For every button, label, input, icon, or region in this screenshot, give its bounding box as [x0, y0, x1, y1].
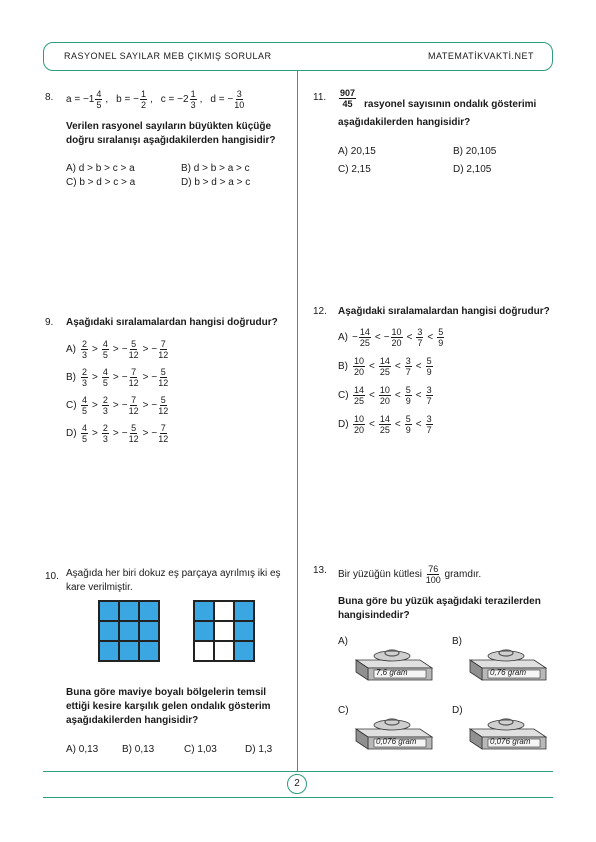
- fraction: [81, 395, 88, 416]
- q10-intro: Aşağıda her biri dokuz eş parçaya ayrılmış iki eş kare verilmiştir.: [66, 568, 281, 593]
- fraction: [379, 385, 391, 406]
- denominator: 20: [354, 367, 365, 377]
- separator: ,: [199, 94, 203, 105]
- sign: −: [383, 332, 390, 343]
- page-number: 2: [287, 774, 307, 794]
- q11-option-b[interactable]: B) 20,105: [453, 146, 497, 157]
- q11-option-d[interactable]: D) 2,105: [453, 164, 492, 175]
- denominator: 12: [128, 350, 139, 360]
- fraction: [158, 395, 168, 416]
- denominator: 3: [102, 406, 108, 416]
- q8-option-c[interactable]: C) b > d > c > a: [66, 177, 136, 188]
- operator: <: [406, 332, 413, 343]
- header-site: MATEMATİKVAKTİ.NET: [427, 51, 534, 61]
- sign: −: [121, 428, 128, 439]
- fraction: [102, 367, 109, 388]
- denominator: 7: [426, 396, 432, 406]
- q8-definitions: [66, 89, 245, 110]
- fraction: [81, 423, 88, 444]
- fraction: [158, 339, 168, 360]
- q8-option-d[interactable]: D) b > d > a > c: [181, 177, 251, 188]
- numerator: 5: [131, 423, 137, 433]
- numerator: 7: [131, 395, 137, 405]
- fraction: [81, 339, 88, 360]
- grid-cell: [119, 641, 139, 661]
- fraction: [437, 327, 444, 348]
- q10-option-a[interactable]: A) 0,13: [66, 744, 99, 755]
- denominator: 12: [158, 350, 169, 360]
- grid-cell: [234, 641, 254, 661]
- q13-number: 13.: [313, 565, 327, 576]
- option-label: C): [66, 400, 77, 411]
- q8-option-b[interactable]: B) d > b > a > c: [181, 163, 250, 174]
- numerator: 14: [379, 414, 390, 424]
- denominator: 25: [379, 425, 390, 435]
- q12-option-d[interactable]: [338, 414, 434, 435]
- operator: <: [415, 390, 422, 401]
- numerator: 7: [160, 423, 166, 433]
- page-header: [43, 42, 553, 71]
- denominator: 20: [354, 425, 365, 435]
- q9-option-a[interactable]: [66, 339, 169, 360]
- grid-square-2: [193, 600, 255, 662]
- denominator: 3: [190, 100, 196, 110]
- fraction: [353, 385, 365, 406]
- numerator: 10: [354, 356, 365, 366]
- denominator: 3: [102, 434, 108, 444]
- grid-cell: [214, 601, 234, 621]
- sign: −: [151, 400, 158, 411]
- fraction: [353, 356, 365, 377]
- scale-reading: 0,076 gram: [490, 737, 531, 746]
- denominator: 25: [379, 367, 390, 377]
- fraction: [81, 367, 88, 388]
- option-label: D): [66, 428, 77, 439]
- denominator: 5: [102, 350, 108, 360]
- operator: >: [92, 344, 98, 355]
- q12-option-c[interactable]: [338, 385, 434, 406]
- fraction: [102, 395, 109, 416]
- numerator: 4: [82, 395, 88, 405]
- fraction: [129, 339, 139, 360]
- fraction: [158, 423, 168, 444]
- numerator: 14: [379, 356, 390, 366]
- q10-option-d[interactable]: D) 1,3: [245, 744, 273, 755]
- option-label[interactable]: B): [452, 636, 462, 647]
- column-divider: [297, 71, 298, 771]
- sign: −: [151, 344, 158, 355]
- denominator: 5: [96, 100, 102, 110]
- fraction: [405, 385, 412, 406]
- fraction: [190, 89, 197, 110]
- operator: <: [369, 361, 375, 372]
- denominator: 25: [359, 338, 370, 348]
- denominator: 2: [140, 100, 146, 110]
- numerator: 14: [354, 385, 365, 395]
- numerator: 5: [405, 414, 411, 424]
- numerator: 3: [236, 89, 242, 99]
- scale-b[interactable]: [464, 642, 549, 687]
- grid-cell: [214, 641, 234, 661]
- fraction: [102, 339, 109, 360]
- option-label: D): [338, 419, 349, 430]
- sign: −: [352, 332, 358, 343]
- grid-cell: [214, 621, 234, 641]
- var-name: b = −: [116, 94, 139, 105]
- numerator: 10: [354, 414, 365, 424]
- numerator: 5: [160, 367, 166, 377]
- sign: −: [121, 344, 128, 355]
- numerator: 4: [96, 89, 102, 99]
- fraction: [379, 356, 391, 377]
- grid-cell: [139, 621, 159, 641]
- fraction: [158, 367, 168, 388]
- fraction: [391, 327, 403, 348]
- q11-option-a[interactable]: A) 20,15: [338, 146, 376, 157]
- q8-option-a[interactable]: A) d > b > c > a: [66, 163, 135, 174]
- sign: −: [151, 428, 158, 439]
- operator: >: [142, 372, 149, 383]
- q9-option-b[interactable]: [66, 367, 169, 388]
- grid-cell: [139, 641, 159, 661]
- denominator: 9: [405, 396, 411, 406]
- operator: >: [142, 400, 149, 411]
- fraction: [353, 414, 365, 435]
- option-label[interactable]: D): [452, 705, 463, 716]
- denominator: 9: [405, 425, 411, 435]
- q11-question: rasyonel sayısının ondalık gösterimi aşağıdakilerden hangisidir?: [338, 99, 537, 128]
- numerator: 14: [359, 327, 370, 337]
- fraction: [379, 414, 391, 435]
- denominator: 7: [417, 338, 423, 348]
- fraction: [405, 414, 412, 435]
- denominator: 12: [158, 434, 169, 444]
- option-label: A): [66, 344, 76, 355]
- q13-intro: Bir yüzüğün kütlesi $\frac{76}{100}$ gramdır.: [338, 564, 482, 585]
- operator: <: [427, 332, 434, 343]
- scale-reading: 0,76 gram: [490, 668, 527, 677]
- grid-cell: [234, 601, 254, 621]
- denominator: 5: [82, 434, 88, 444]
- operator: >: [92, 400, 98, 411]
- grid-cell: [119, 621, 139, 641]
- q12-question: Aşağıdaki sıralamalardan hangisi doğrudur?: [338, 306, 550, 317]
- fraction: [129, 367, 139, 388]
- numerator: 4: [82, 423, 88, 433]
- q10-number: 10.: [45, 571, 59, 582]
- q10-option-c[interactable]: C) 1,03: [184, 744, 217, 755]
- option-label: C): [338, 390, 349, 401]
- grid-cell: [119, 601, 139, 621]
- operator: <: [394, 361, 401, 372]
- denominator: 7: [405, 367, 411, 377]
- numerator: 7: [131, 367, 137, 377]
- grid-cell: [194, 621, 214, 641]
- numerator: 7: [160, 339, 166, 349]
- numerator: 5: [160, 395, 166, 405]
- numerator: 2: [82, 339, 88, 349]
- grid-cell: [194, 641, 214, 661]
- scale-a[interactable]: [350, 642, 435, 687]
- scale-reading: 7,6 gram: [376, 668, 408, 677]
- numerator: 2: [82, 367, 88, 377]
- scale-d[interactable]: [464, 711, 549, 756]
- fraction: [102, 423, 109, 444]
- grid-square-1: [98, 600, 160, 662]
- q9-option-c[interactable]: [66, 395, 169, 416]
- operator: >: [112, 400, 119, 411]
- option-label: B): [66, 372, 76, 383]
- q11-option-c[interactable]: C) 2,15: [338, 164, 371, 175]
- header-title: RASYONEL SAYILAR MEB ÇIKMIŞ SORULAR: [64, 51, 272, 61]
- numerator: 10: [379, 385, 390, 395]
- operator: <: [415, 361, 422, 372]
- numerator: 4: [102, 367, 108, 377]
- denominator: 20: [391, 338, 402, 348]
- numerator: 5: [426, 356, 432, 366]
- denominator: 7: [426, 425, 432, 435]
- grid-cell: [194, 601, 214, 621]
- grid-cell: [99, 601, 119, 621]
- q11-fraction: $\frac{907}{45}$: [340, 88, 356, 109]
- numerator: 2: [102, 423, 108, 433]
- numerator: 5: [438, 327, 444, 337]
- fraction: [426, 385, 433, 406]
- sign: −: [151, 372, 158, 383]
- numerator: 10: [391, 327, 402, 337]
- scale-c[interactable]: [350, 711, 435, 756]
- q12-option-a[interactable]: [338, 327, 445, 348]
- fraction: [129, 423, 139, 444]
- var-name: d = −: [210, 94, 234, 105]
- fraction: [359, 327, 371, 348]
- denominator: 12: [128, 378, 139, 388]
- q8-number: 8.: [45, 92, 54, 103]
- q13-question: Buna göre bu yüzük aşağıdaki terazilerden hangisindedir?: [338, 596, 541, 621]
- grid-cell: [139, 601, 159, 621]
- q11-number: 11.: [313, 92, 327, 103]
- separator: ,: [149, 94, 153, 105]
- operator: >: [112, 428, 119, 439]
- q9-number: 9.: [45, 317, 54, 328]
- q10-question: Buna göre maviye boyalı bölgelerin temsil ettiği kesire karşılık gelen ondalık gösterim aşağıdakilerden hangisidir?: [66, 687, 271, 726]
- operator: >: [112, 372, 119, 383]
- q12-option-b[interactable]: [338, 356, 434, 377]
- option-label[interactable]: A): [338, 636, 348, 647]
- fraction: [426, 414, 433, 435]
- option-label[interactable]: C): [338, 705, 349, 716]
- grid-cell: [234, 621, 254, 641]
- numerator: 2: [102, 395, 108, 405]
- option-label: A): [338, 332, 348, 343]
- numerator: 5: [131, 339, 137, 349]
- denominator: 9: [426, 367, 432, 377]
- numerator: 5: [405, 385, 411, 395]
- operator: <: [394, 419, 401, 430]
- sign: −: [121, 372, 128, 383]
- operator: >: [142, 344, 149, 355]
- separator: ,: [105, 94, 109, 105]
- denominator: 9: [438, 338, 444, 348]
- fraction: [426, 356, 433, 377]
- footer-line-bottom: [43, 797, 553, 798]
- numerator: 3: [426, 414, 432, 424]
- numerator: 1: [190, 89, 196, 99]
- fraction: [140, 89, 147, 110]
- denominator: 12: [158, 378, 169, 388]
- var-name: a = −1: [66, 94, 95, 105]
- denominator: 3: [82, 378, 88, 388]
- q9-option-d[interactable]: [66, 423, 169, 444]
- fraction: [405, 356, 412, 377]
- operator: >: [92, 428, 98, 439]
- fraction: [129, 395, 139, 416]
- q8-question: Verilen rasyonel sayıların büyükten küçüğe doğru sıralanışı aşağıdakilerden hangisidir?: [66, 121, 276, 146]
- denominator: 12: [158, 406, 169, 416]
- fraction: [416, 327, 423, 348]
- footer-line: [43, 771, 553, 772]
- denominator: 5: [82, 406, 88, 416]
- denominator: 20: [379, 396, 390, 406]
- operator: <: [369, 390, 375, 401]
- numerator: 3: [417, 327, 423, 337]
- operator: >: [92, 372, 98, 383]
- fraction: [95, 89, 102, 110]
- operator: <: [369, 419, 375, 430]
- numerator: 3: [426, 385, 432, 395]
- q10-option-b[interactable]: B) 0,13: [122, 744, 155, 755]
- denominator: 25: [354, 396, 365, 406]
- var-name: c = −2: [160, 94, 189, 105]
- denominator: 10: [234, 100, 245, 110]
- denominator: 12: [128, 406, 139, 416]
- numerator: 4: [102, 339, 108, 349]
- grid-cell: [99, 641, 119, 661]
- operator: >: [112, 344, 119, 355]
- operator: <: [394, 390, 401, 401]
- operator: <: [374, 332, 381, 343]
- denominator: 3: [82, 350, 88, 360]
- numerator: 3: [405, 356, 411, 366]
- sign: −: [121, 400, 128, 411]
- numerator: 1: [140, 89, 146, 99]
- option-label: B): [338, 361, 348, 372]
- scale-reading: 0,076 gram: [376, 737, 417, 746]
- q9-question: Aşağıdaki sıralamalardan hangisi doğrudur?: [66, 317, 278, 328]
- grid-cell: [99, 621, 119, 641]
- denominator: 12: [128, 434, 139, 444]
- operator: >: [142, 428, 149, 439]
- q12-number: 12.: [313, 306, 327, 317]
- operator: <: [415, 419, 422, 430]
- denominator: 5: [102, 378, 108, 388]
- fraction: [234, 89, 244, 110]
